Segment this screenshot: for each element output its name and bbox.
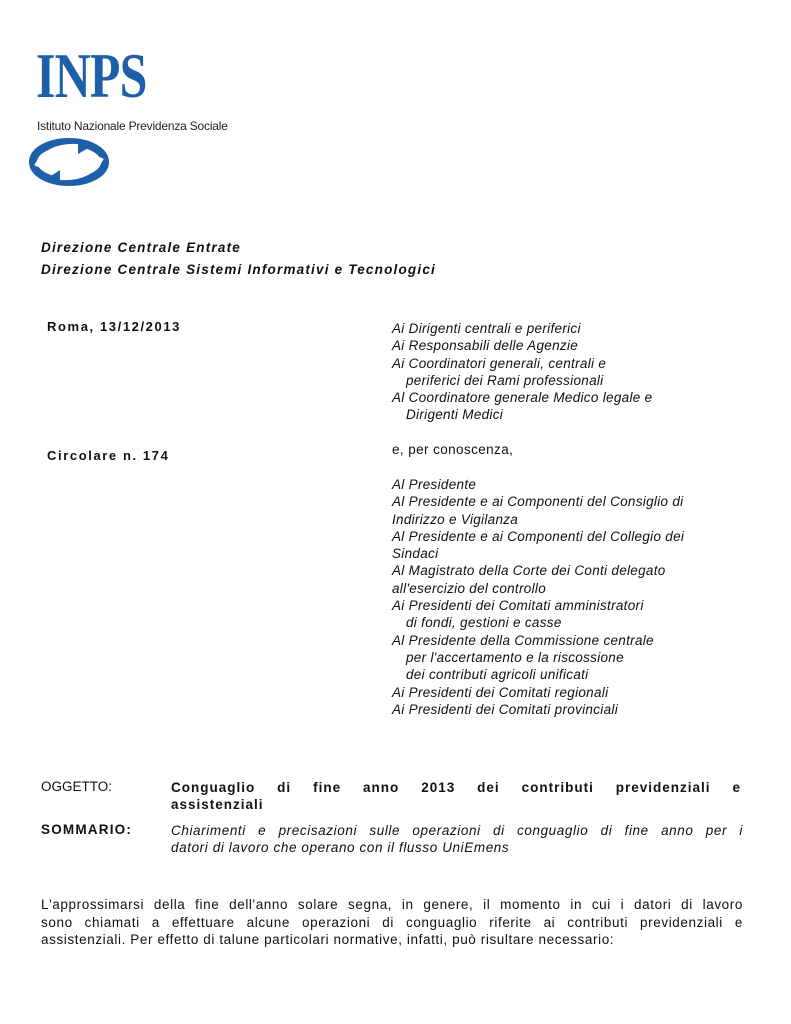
body-line-2: sono chiamati a effettuare alcune operazioni di conguaglio riferite ai contributi previdenziali e [41, 914, 743, 930]
direction-line-1: Direzione Centrale Entrate [41, 240, 241, 255]
body-line-1: L'approssimarsi della fine dell'anno solare segna, in genere, il momento in cui i datori di lavoro [41, 897, 743, 912]
recipient-line: Ai Responsabili delle Agenzie [392, 338, 579, 354]
recipient-line: Al Coordinatore generale Medico legale e [392, 390, 653, 406]
sommario-label: SOMMARIO: [41, 822, 133, 837]
inps-logo-wordmark: INPS [36, 40, 147, 111]
recipient-line: dei contributi agricoli unificati [406, 667, 589, 683]
recipient-line: per l'accertamento e la riscossione [406, 649, 624, 665]
inps-logo-emblem-icon [28, 136, 110, 188]
sommario-line-1: Chiarimenti e precisazioni sulle operazioni di conguaglio di fine anno per i [171, 823, 743, 838]
recipient-line: di fondi, gestioni e casse [406, 615, 562, 631]
sommario-line-2: datori di lavoro che operano con il flusso UniEmens [171, 840, 510, 855]
recipient-line: Indirizzo e Vigilanza [392, 511, 519, 527]
recipient-line: Ai Presidenti dei Comitati regionali [392, 684, 609, 700]
oggetto-text [171, 779, 741, 813]
recipient-line: Al Presidente [392, 477, 477, 492]
recipient-line: Al Presidente della Commissione centrale [392, 632, 654, 648]
recipient-line: all'esercizio del controllo [392, 580, 546, 596]
body-line-3: assistenziali. Per effetto di talune particolari normative, infatti, può risultare necessario: [41, 932, 615, 947]
recipient-line: Al Presidente e ai Componenti del Collegio dei [392, 528, 685, 544]
recipient-line: Ai Coordinatori generali, centrali e [392, 355, 607, 371]
per-conoscenza: e, per conoscenza, [392, 442, 514, 457]
body-paragraph [41, 896, 743, 949]
sommario-text [171, 822, 743, 856]
recipient-line: Dirigenti Medici [406, 407, 504, 423]
recipient-line: Sindaci [392, 546, 439, 562]
recipient-line: Ai Dirigenti centrali e periferici [392, 321, 581, 336]
recipient-line: periferici dei Rami professionali [406, 372, 604, 388]
oggetto-line-1: Conguaglio di fine anno 2013 dei contributi previdenziali e [171, 780, 741, 795]
recipient-line: Ai Presidenti dei Comitati amministratori [392, 598, 644, 614]
document-date: Roma, 13/12/2013 [47, 319, 182, 334]
oggetto-label: OGGETTO: [41, 779, 113, 794]
oggetto-line-2: assistenziali [171, 797, 264, 812]
direction-line-2: Direzione Centrale Sistemi Informativi e Tecnologici [41, 262, 436, 277]
recipient-line: Al Magistrato della Corte dei Conti delegato [392, 563, 666, 579]
recipient-line: Ai Presidenti dei Comitati provinciali [392, 701, 618, 717]
inps-logo-subtitle: Istituto Nazionale Previdenza Sociale [37, 119, 228, 133]
circolare-number: Circolare n. 174 [47, 448, 170, 463]
recipient-line: Al Presidente e ai Componenti del Consiglio di [392, 494, 684, 510]
recipients-secondary [392, 476, 752, 718]
recipients-primary [392, 320, 752, 424]
